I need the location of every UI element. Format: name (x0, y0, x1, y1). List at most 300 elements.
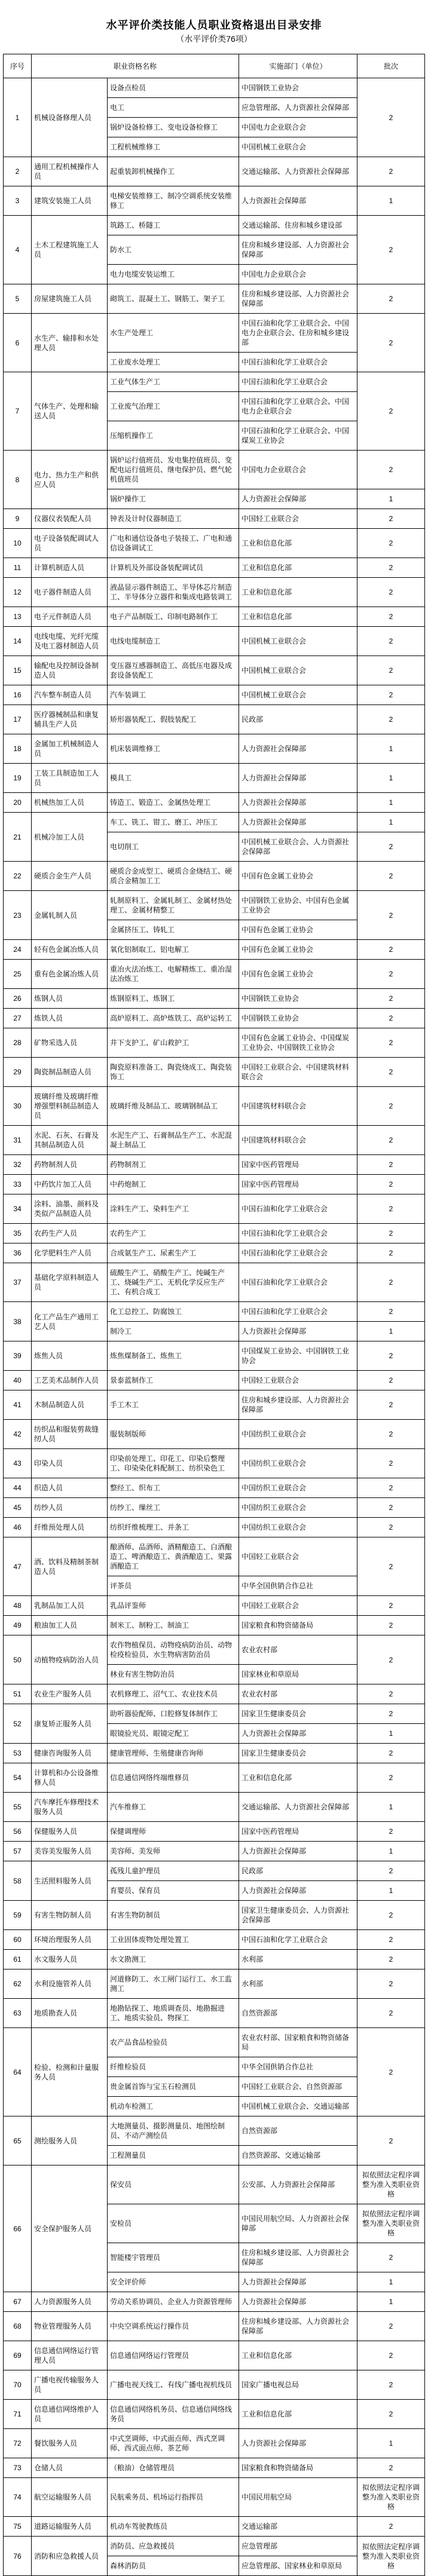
department-cell: 水利部 (239, 1969, 357, 1999)
batch-cell: 2 (357, 1950, 425, 1969)
row-number-cell: 36 (4, 1243, 32, 1263)
department-cell: 中国石油和化学工业联合会 (239, 1243, 357, 1263)
category-cell: 织造人员 (32, 1478, 108, 1498)
department-cell: 自然资源部 (239, 1999, 357, 2028)
occupation-cell: 美容师、美发师 (108, 1842, 239, 1861)
batch-cell: 2 (357, 1420, 425, 1449)
table-row (4, 1901, 425, 1930)
occupation-cell: 贵金属首饰与宝玉石检测员 (108, 2077, 239, 2097)
table-row (4, 2458, 425, 2478)
category-cell: 仪器仪表装配人员 (32, 509, 108, 529)
batch-cell: 2 (357, 2243, 425, 2272)
category-cell: 农业生产服务人员 (32, 1684, 108, 1704)
occupation-cell: 信息通信网络终端维修员 (108, 1763, 239, 1793)
batch-cell: 拟依照法定程序调整为准入类职业资格 (357, 2537, 425, 2576)
row-number-cell: 50 (4, 1635, 32, 1684)
row-number-cell: 62 (4, 1969, 32, 1999)
department-cell: 农业农村部 (239, 1635, 357, 1665)
batch-cell: 2 (357, 1704, 425, 1724)
category-cell: 信息通信网络运行管理人员 (32, 2341, 108, 2370)
department-cell: 中华全国供销合作总社 (239, 1576, 357, 1596)
batch-cell: 2 (357, 989, 425, 1009)
batch-cell: 2 (357, 2400, 425, 2429)
department-cell: 人力资源社会保障部 (239, 2429, 357, 2458)
table-row (4, 1498, 425, 1518)
batch-cell: 2 (357, 1537, 425, 1596)
occupation-cell: 景泰蓝制作工 (108, 1371, 239, 1390)
table-row (4, 1930, 425, 1950)
category-cell: 美容美发服务人员 (32, 1842, 108, 1861)
table-row (4, 1420, 425, 1449)
table-row (4, 2400, 425, 2429)
table-row (4, 1194, 425, 1224)
department-cell: 水利部 (239, 1950, 357, 1969)
department-cell: 国家粮食和物资储备局 (239, 1616, 357, 1635)
table-row (4, 960, 425, 989)
department-cell: 工业和信息化部 (239, 607, 357, 627)
row-number-cell: 45 (4, 1498, 32, 1518)
batch-cell: 1 (357, 2292, 425, 2312)
row-number-cell: 72 (4, 2429, 32, 2458)
header-name: 职业资格名称 (32, 54, 239, 78)
occupation-cell: 农作物植保员、动物疫病防治员、动物检疫检验员、水生物病害防治员 (108, 1635, 239, 1665)
category-cell: 电线电缆、光纤光缆及电工器材制造人员 (32, 627, 108, 656)
batch-cell: 2 (357, 284, 425, 314)
batch-cell: 2 (357, 1518, 425, 1537)
department-cell: 住房和城乡建设部、人力资源社会保障部 (239, 2243, 357, 2272)
batch-cell: 2 (357, 372, 425, 451)
occupation-cell: 金属挤压工、铸轧工 (108, 920, 239, 940)
department-cell: 人力资源社会保障部 (239, 793, 357, 813)
occupation-cell: 保健调理师 (108, 1822, 239, 1842)
row-number-cell: 22 (4, 862, 32, 891)
category-cell: 健康咨询服务人员 (32, 1744, 108, 1763)
category-cell: 房屋建筑施工人员 (32, 284, 108, 314)
department-cell: 中国轻工业联合会 (239, 509, 357, 529)
batch-cell: 2 (357, 1999, 425, 2028)
category-cell: 物业管理服务人员 (32, 2312, 108, 2341)
category-cell: 土木工程建筑施工人员 (32, 216, 108, 284)
table-row (4, 764, 425, 793)
row-number-cell: 56 (4, 1822, 32, 1842)
department-cell: 中国有色金属工业协会 (239, 940, 357, 960)
row-number-cell: 26 (4, 989, 32, 1009)
occupation-cell: 矫形器装配工、假肢装配工 (108, 705, 239, 734)
batch-cell: 2 (357, 705, 425, 734)
department-cell: 国家卫生健康委员会 (239, 1704, 357, 1724)
batch-cell: 2 (357, 2312, 425, 2341)
batch-cell: 2 (357, 578, 425, 607)
batch-cell: 2 (357, 862, 425, 891)
batch-cell: 2 (357, 2116, 425, 2165)
batch-cell: 2 (357, 1635, 425, 1684)
table-row (4, 1684, 425, 1704)
occupation-cell: 信息通信网络机务员、信息通信网络线务员 (108, 2400, 239, 2429)
batch-cell: 2 (357, 2341, 425, 2370)
table-row (4, 216, 425, 235)
department-cell: 中国煤炭工业协会、中国钢铁工业协会 (239, 1341, 357, 1371)
occupation-cell: 广播电视天线工、有线广播电视机线员 (108, 2370, 239, 2400)
category-cell: 矿物采选人员 (32, 1028, 108, 1058)
table-row (4, 157, 425, 186)
row-number-cell: 29 (4, 1058, 32, 1087)
occupation-cell: 整经工、织布工 (108, 1478, 239, 1498)
batch-cell: 2 (357, 1969, 425, 1999)
batch-cell: 2 (357, 940, 425, 960)
occupation-cell: 服装制版师 (108, 1420, 239, 1449)
category-cell: 纺纱人员 (32, 1498, 108, 1518)
row-number-cell: 7 (4, 372, 32, 451)
row-number-cell: 43 (4, 1449, 32, 1478)
occupation-cell: 制米工、制粉工、制油工 (108, 1616, 239, 1635)
table-row (4, 1263, 425, 1302)
row-number-cell: 65 (4, 2116, 32, 2165)
department-cell: 工业和信息化部 (239, 529, 357, 558)
batch-cell: 1 (357, 1322, 425, 1341)
department-cell: 交通运输部 (239, 2517, 357, 2537)
occupation-cell: 计算机及外部设备装配调试员 (108, 558, 239, 578)
table-row (4, 1744, 425, 1763)
occupation-cell: 砌筑工、混凝土工、钢筋工、架子工 (108, 284, 239, 314)
table-row (4, 314, 425, 353)
batch-cell: 2 (357, 832, 425, 862)
department-cell: 中国轻工业联合会、中国建筑材料联合会 (239, 1058, 357, 1087)
batch-cell: 拟依照法定程序调整为准入类职业资格 (357, 2478, 425, 2517)
category-cell: 化学肥料生产人员 (32, 1243, 108, 1263)
batch-cell: 2 (357, 157, 425, 186)
department-cell: 中华全国供销合作总社 (239, 2057, 357, 2077)
department-cell: 中国纺织工业联合会 (239, 1518, 357, 1537)
row-number-cell: 37 (4, 1263, 32, 1302)
category-cell: 金属加工机械制造人员 (32, 734, 108, 764)
category-cell: 检验、检测和计量服务人员 (32, 2028, 108, 2116)
table-row (4, 78, 425, 98)
batch-cell: 1 (357, 793, 425, 813)
occupation-cell: 防水工 (108, 235, 239, 265)
category-cell: 电力、热力生产和供应人员 (32, 451, 108, 509)
table-row (4, 451, 425, 489)
row-number-cell: 67 (4, 2292, 32, 2312)
department-cell: 中国电力企业联合会 (239, 265, 357, 284)
row-number-cell: 42 (4, 1420, 32, 1449)
department-cell: 国家卫生健康委员会 (239, 1744, 357, 1763)
row-number-cell: 2 (4, 157, 32, 186)
occupation-cell: 劳动关系协调员、企业人力资源管理师 (108, 2292, 239, 2312)
occupation-cell: 电力电缆安装运维工 (108, 265, 239, 284)
batch-cell: 2 (357, 78, 425, 157)
row-number-cell: 25 (4, 960, 32, 989)
table-row (4, 1537, 425, 1576)
category-cell: 计算机制造人员 (32, 558, 108, 578)
department-cell: 人力资源社会保障部 (239, 489, 357, 509)
category-cell: 电子设备装配调试人员 (32, 529, 108, 558)
occupation-cell: 锅炉运行值班员、发电集控值班员、变配电运行值班员、继电保护员、燃气轮机值班员 (108, 451, 239, 489)
batch-cell: 1 (357, 2429, 425, 2458)
table-row (4, 529, 425, 558)
occupation-cell: 工程机械维修工 (108, 137, 239, 157)
occupation-cell: 评茶员 (108, 1576, 239, 1596)
batch-cell: 拟依照法定程序调整为准入类职业资格 (357, 2165, 425, 2204)
category-cell: 纺织品和服装剪裁缝纫人员 (32, 1420, 108, 1449)
table-row (4, 1518, 425, 1537)
row-number-cell: 60 (4, 1930, 32, 1950)
table-row (4, 1635, 425, 1665)
table-row (4, 813, 425, 832)
category-cell: 汽车摩托车修理技术服务人员 (32, 1793, 108, 1822)
row-number-cell: 1 (4, 78, 32, 157)
department-cell: 中国石油和化学工业联合会 (239, 372, 357, 392)
page-subtitle: （水平评价类76项） (176, 34, 252, 44)
occupation-cell: 工业废气治理工 (108, 392, 239, 421)
department-cell: 中国机械工业联合会 (239, 656, 357, 685)
batch-cell: 2 (357, 1478, 425, 1498)
category-cell: 生活照料服务人员 (32, 1861, 108, 1901)
department-cell: 人力资源社会保障部 (239, 764, 357, 793)
table-row (4, 656, 425, 685)
category-cell: 化工产品生产通用工艺人员 (32, 1302, 108, 1341)
department-cell: 中国石油和化学工业联合会、中国煤炭工业协会 (239, 421, 357, 451)
category-cell: 计算机和办公设备维修人员 (32, 1763, 108, 1793)
row-number-cell: 30 (4, 1087, 32, 1126)
batch-cell: 2 (357, 627, 425, 656)
table-row (4, 940, 425, 960)
table-row (4, 2312, 425, 2341)
table-row (4, 989, 425, 1009)
category-cell: 地质勘查人员 (32, 1999, 108, 2028)
department-cell: 国家广播电视总局 (239, 2370, 357, 2400)
row-number-cell: 35 (4, 1224, 32, 1243)
row-number-cell: 64 (4, 2028, 32, 2116)
occupation-cell: 水生产处理工 (108, 314, 239, 353)
batch-cell: 2 (357, 1243, 425, 1263)
table-row (4, 1058, 425, 1087)
department-cell: 应急管理部、人力资源社会保障部 (239, 98, 357, 118)
occupation-cell: 纤维检验员 (108, 2057, 239, 2077)
table-row (4, 607, 425, 627)
batch-cell: 2 (357, 2370, 425, 2400)
category-cell: 水文服务人员 (32, 1950, 108, 1969)
row-number-cell: 28 (4, 1028, 32, 1058)
row-number-cell: 57 (4, 1842, 32, 1861)
occupation-cell: 中央空调系统运行操作员 (108, 2312, 239, 2341)
table-row (4, 1861, 425, 1881)
row-number-cell: 3 (4, 186, 32, 216)
category-cell: 道路运输服务人员 (32, 2517, 108, 2537)
category-cell: 基础化学原料制造人员 (32, 1263, 108, 1302)
department-cell: 人力资源社会保障部 (239, 1842, 357, 1861)
row-number-cell: 68 (4, 2312, 32, 2341)
department-cell: 中国机械工业联合会 (239, 685, 357, 705)
occupation-cell: 农药生产工 (108, 1224, 239, 1243)
table-body (4, 78, 425, 2576)
category-cell: 餐饮服务人员 (32, 2429, 108, 2458)
category-cell: 硬质合金生产人员 (32, 862, 108, 891)
category-cell: 康复矫正服务人员 (32, 1704, 108, 1744)
row-number-cell: 39 (4, 1341, 32, 1371)
table-row (4, 2517, 425, 2537)
occupation-cell: 钟表及计时仪器制造工 (108, 509, 239, 529)
row-number-cell: 34 (4, 1194, 32, 1224)
department-cell: 中国石油和化学工业联合会 (239, 1194, 357, 1224)
department-cell: 住房和城乡建设部、人力资源社会保障部 (239, 235, 357, 265)
department-cell: 国家卫生健康委员会、人力资源社会保障部 (239, 1901, 357, 1930)
batch-cell: 1 (357, 1881, 425, 1901)
occupation-cell: 电工 (108, 98, 239, 118)
occupation-cell: 林业有害生物防治员 (108, 1665, 239, 1684)
occupation-cell: 氧化铝制取工、铝电解工 (108, 940, 239, 960)
batch-cell: 1 (357, 734, 425, 764)
row-number-cell: 9 (4, 509, 32, 529)
department-cell: 中国纺织工业联合会 (239, 1420, 357, 1449)
occupation-cell: 保安员 (108, 2165, 239, 2204)
department-cell: 交通运输部、人力资源社会保障部 (239, 157, 357, 186)
department-cell: 中国石油和化学工业联合会 (239, 353, 357, 372)
row-number-cell: 69 (4, 2341, 32, 2370)
table-row (4, 1009, 425, 1028)
occupation-cell: 工业废水处理工 (108, 353, 239, 372)
occupation-cell: 安全评价师 (108, 2272, 239, 2292)
category-cell: 动植物疫病防治人员 (32, 1635, 108, 1684)
category-cell: 航空运输服务人员 (32, 2478, 108, 2517)
department-cell: 中国石油和化学工业联合会 (239, 1930, 357, 1950)
batch-cell: 2 (357, 1498, 425, 1518)
category-cell: 工艺美术品制作人员 (32, 1371, 108, 1390)
department-cell: 中国钢铁工业协会、中国有色金属工业协会 (239, 891, 357, 920)
category-cell: 广播电视传输服务人员 (32, 2370, 108, 2400)
table-row (4, 1999, 425, 2028)
department-cell: 中国石油和化学工业联合会 (239, 1302, 357, 1322)
category-cell: 有害生物防制人员 (32, 1901, 108, 1930)
table-row (4, 186, 425, 216)
batch-cell: 1 (357, 813, 425, 832)
category-cell: 机械热加工人员 (32, 793, 108, 813)
batch-cell: 2 (357, 1126, 425, 1155)
occupation-cell: 液晶显示器件制造工、半导体芯片制造工、半导体分立器件和集成电路装调工 (108, 578, 239, 607)
occupation-cell: 设备点检员 (108, 78, 239, 98)
department-cell: 民政部 (239, 1861, 357, 1881)
batch-cell: 2 (357, 1596, 425, 1616)
category-cell: 水生产、输排和水处理人员 (32, 314, 108, 372)
occupation-cell: 轧制原料工、金属轧制工、金属材热处理工、金属材精整工 (108, 891, 239, 920)
department-cell: 中国机械工业联合会、交通运输部 (239, 2097, 357, 2116)
category-cell: 机械设备修理人员 (32, 78, 108, 157)
category-cell: 印染人员 (32, 1449, 108, 1478)
row-number-cell: 19 (4, 764, 32, 793)
occupation-cell: 炼焦煤制备工、炼焦工 (108, 1341, 239, 1371)
department-cell: 工业和信息化部 (239, 578, 357, 607)
qualification-table (3, 54, 425, 2576)
department-cell: 中国机械工业联合会 (239, 627, 357, 656)
category-cell: 电子元件制造人员 (32, 607, 108, 627)
row-number-cell: 47 (4, 1537, 32, 1596)
occupation-cell: 手工木工 (108, 1390, 239, 1420)
occupation-cell: 消防员、应急救援员 (108, 2537, 239, 2556)
department-cell: 中国有色金属工业协会 (239, 862, 357, 891)
table-row (4, 1224, 425, 1243)
row-number-cell: 32 (4, 1155, 32, 1175)
batch-cell: 拟依照法定程序调整为准入类职业资格 (357, 2204, 425, 2243)
category-cell: 木制品制造人员 (32, 1390, 108, 1420)
table-row (4, 705, 425, 734)
batch-cell: 2 (357, 1763, 425, 1793)
batch-cell: 2 (357, 1341, 425, 1371)
batch-cell: 2 (357, 1930, 425, 1950)
department-cell: 中国石油和化学工业联合会 (239, 1224, 357, 1243)
row-number-cell: 48 (4, 1596, 32, 1616)
batch-cell: 1 (357, 1793, 425, 1822)
department-cell: 工业和信息化部 (239, 2341, 357, 2370)
batch-cell: 2 (357, 558, 425, 578)
department-cell: 应急管理部、国家林业和草原局 (239, 2556, 357, 2576)
row-number-cell: 18 (4, 734, 32, 764)
occupation-cell: 大地测量员、摄影测量员、地图绘制员、不动产测绘员 (108, 2116, 239, 2146)
row-number-cell: 21 (4, 813, 32, 862)
batch-cell: 2 (357, 1194, 425, 1224)
category-cell: 涂料、油墨、颜料及类似产品制造人员 (32, 1194, 108, 1224)
category-cell: 乳制品加工人员 (32, 1596, 108, 1616)
department-cell: 农业农村部、国家粮食和物资储备局 (239, 2028, 357, 2057)
batch-cell: 2 (357, 2517, 425, 2537)
table-row (4, 1028, 425, 1058)
row-number-cell: 54 (4, 1763, 32, 1793)
row-number-cell: 71 (4, 2400, 32, 2429)
table-row (4, 734, 425, 764)
department-cell: 中国机械工业联合会 (239, 137, 357, 157)
occupation-cell: 森林消防员 (108, 2556, 239, 2576)
table-row (4, 1950, 425, 1969)
category-cell: 金属轧制人员 (32, 891, 108, 940)
batch-cell: 2 (357, 1822, 425, 1842)
department-cell: 国家中医药管理局 (239, 1822, 357, 1842)
category-cell: 信息通信网络维护人员 (32, 2400, 108, 2429)
department-cell: 中国电力企业联合会 (239, 118, 357, 137)
category-cell: 陶瓷制品制造人员 (32, 1058, 108, 1087)
occupation-cell: 育婴员、保育员 (108, 1881, 239, 1901)
occupation-cell: 锅炉操作工 (108, 489, 239, 509)
row-number-cell: 12 (4, 578, 32, 607)
department-cell: 住房和城乡建设部、人力资源社会保障部 (239, 284, 357, 314)
batch-cell: 2 (357, 960, 425, 989)
occupation-cell: 电线电缆制造工 (108, 627, 239, 656)
batch-cell: 2 (357, 1861, 425, 1881)
category-cell: 酒、饮料及精制茶制造人员 (32, 1537, 108, 1596)
occupation-cell: 农产品食品检验员 (108, 2028, 239, 2057)
row-number-cell: 74 (4, 2478, 32, 2517)
department-cell: 中国有色金属工业协会 (239, 920, 357, 940)
row-number-cell: 33 (4, 1175, 32, 1194)
batch-cell: 1 (357, 1724, 425, 1744)
occupation-cell: 机动车检测工 (108, 2097, 239, 2116)
batch-cell: 2 (357, 1263, 425, 1302)
department-cell: 国家粮食和物资储备局 (239, 2458, 357, 2478)
occupation-cell: 机床装调维修工 (108, 734, 239, 764)
batch-cell: 2 (357, 685, 425, 705)
header-row (4, 54, 425, 78)
table-row (4, 2341, 425, 2370)
header-batch: 批次 (357, 54, 425, 78)
row-number-cell: 8 (4, 451, 32, 509)
category-cell: 环境治理服务人员 (32, 1930, 108, 1950)
department-cell: 中国纺织工业联合会 (239, 1478, 357, 1498)
table-row (4, 509, 425, 529)
row-number-cell: 11 (4, 558, 32, 578)
table-row (4, 2478, 425, 2517)
row-number-cell: 23 (4, 891, 32, 940)
table-row (4, 1793, 425, 1822)
category-cell: 保健服务人员 (32, 1822, 108, 1842)
batch-cell: 2 (357, 1302, 425, 1322)
department-cell: 人力资源社会保障部 (239, 734, 357, 764)
